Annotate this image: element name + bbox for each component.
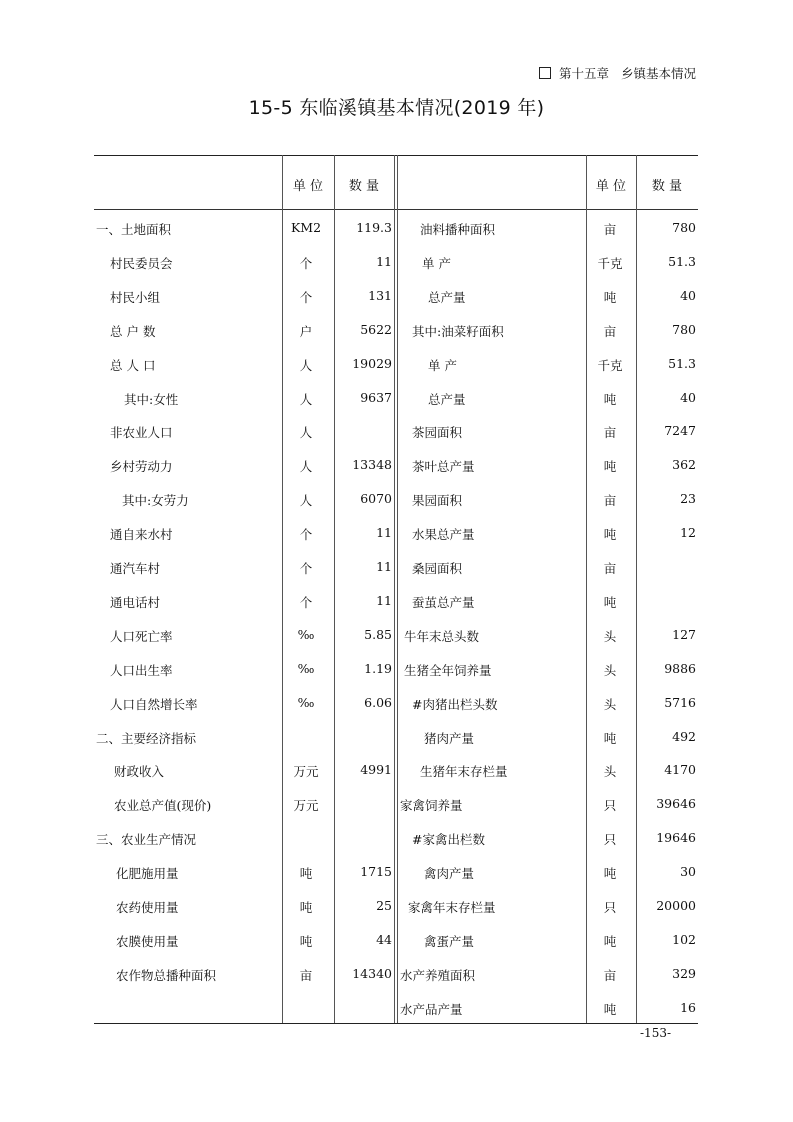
left-item-unit: 个 — [299, 561, 313, 576]
left-item-name: 二、主要经济指标 — [96, 730, 197, 746]
right-item-name: 猪肉产量 — [424, 730, 475, 746]
left-item-unit: 人 — [299, 493, 313, 509]
left-item-unit: ‰ — [297, 660, 315, 676]
table-row — [94, 957, 698, 991]
left-item-unit: 人 — [299, 391, 313, 407]
header-quantity-left: 数 量 — [348, 179, 380, 194]
table-row — [94, 245, 698, 279]
left-item-value: 5622 — [360, 321, 392, 337]
right-item-unit: 亩 — [603, 222, 617, 237]
left-item-value: 131 — [368, 287, 392, 303]
left-item-value: 11 — [376, 525, 392, 541]
table-row — [94, 381, 698, 415]
chapter-label: 第十五章 — [559, 66, 610, 81]
chapter-header — [539, 64, 696, 82]
right-item-value: 492 — [672, 728, 696, 744]
table-row — [94, 414, 698, 448]
left-item-unit: 个 — [299, 594, 313, 610]
header-unit-left: 单 位 — [292, 179, 324, 194]
right-item-name: 总产量 — [428, 289, 466, 305]
right-item-value: 329 — [672, 965, 696, 981]
left-item-value: 11 — [376, 559, 392, 574]
left-item-name: 人口自然增长率 — [110, 696, 198, 712]
left-item-value: 19029 — [352, 355, 392, 371]
left-item-name: 人口死亡率 — [110, 628, 173, 644]
right-item-name: 单 产 — [428, 357, 457, 373]
left-item-value: 13348 — [352, 457, 392, 473]
left-item-name: 人口出生率 — [110, 662, 173, 678]
right-item-name: 牛年末总头数 — [404, 628, 480, 644]
left-item-value: 6070 — [360, 491, 392, 507]
right-item-unit: 千克 — [597, 255, 623, 271]
left-item-name: 一、土地面积 — [96, 222, 172, 237]
table-row — [94, 923, 698, 957]
page-title: 15-5 东临溪镇基本情况(2019 年) — [248, 97, 545, 119]
right-item-name: 油料播种面积 — [420, 222, 496, 237]
right-item-name: #肉猪出栏头数 — [412, 696, 498, 712]
right-item-unit: 吨 — [603, 289, 617, 305]
right-item-unit: 只 — [603, 798, 617, 814]
right-item-value: 19646 — [656, 830, 696, 846]
left-item-unit: 个 — [299, 255, 313, 271]
left-item-value: 1715 — [360, 864, 392, 880]
right-item-value: 780 — [672, 321, 696, 337]
right-item-value: 4170 — [664, 762, 696, 778]
left-item-value: 14340 — [352, 965, 392, 981]
left-item-unit: 人 — [299, 425, 313, 441]
right-item-value: 9886 — [664, 660, 696, 676]
right-item-unit: 吨 — [603, 594, 617, 610]
table-row — [94, 652, 698, 686]
page-number: -153- — [640, 1026, 672, 1040]
table-row — [94, 482, 698, 516]
left-item-name: 其中:女性 — [124, 391, 179, 407]
right-item-unit: 吨 — [603, 459, 617, 475]
table-row — [94, 720, 698, 754]
table-row — [94, 787, 698, 821]
right-item-unit: 头 — [603, 696, 617, 712]
right-item-value: 40 — [680, 389, 696, 405]
left-item-unit: ‰ — [297, 626, 315, 642]
left-item-unit: 万元 — [293, 764, 319, 780]
left-item-name: 总 人 口 — [110, 357, 156, 373]
left-item-name: 农药使用量 — [116, 900, 179, 915]
table-row — [94, 618, 698, 652]
table-row — [94, 686, 698, 720]
right-item-name: 水产养殖面积 — [400, 967, 476, 983]
table-row — [94, 516, 698, 550]
right-item-unit: 吨 — [603, 1001, 617, 1017]
left-item-name: 财政收入 — [114, 764, 165, 780]
right-item-value: 51.3 — [668, 253, 696, 269]
right-item-name: 单 产 — [422, 255, 451, 271]
right-item-unit: 吨 — [603, 933, 617, 949]
right-item-value: 30 — [680, 864, 696, 880]
table-row — [94, 991, 698, 1025]
left-item-value: 6.06 — [364, 694, 392, 710]
right-item-name: 生猪年末存栏量 — [420, 764, 508, 780]
right-item-unit: 亩 — [603, 323, 617, 339]
left-item-name: 通汽车村 — [110, 561, 161, 576]
left-item-unit: 个 — [299, 289, 313, 305]
left-item-unit: 吨 — [299, 866, 313, 882]
right-item-name: 茶园面积 — [412, 425, 463, 441]
left-item-unit: 个 — [299, 527, 313, 543]
left-item-value: 25 — [376, 898, 392, 913]
table-row — [94, 889, 698, 923]
table-row — [94, 211, 698, 245]
right-item-value: 102 — [672, 931, 696, 947]
right-item-value: 39646 — [656, 796, 696, 812]
table-row — [94, 313, 698, 347]
right-item-unit: 亩 — [603, 493, 617, 509]
right-item-name: 茶叶总产量 — [412, 459, 475, 475]
right-item-name: 蚕茧总产量 — [412, 594, 475, 610]
right-item-value: 780 — [672, 220, 696, 235]
table-row — [94, 584, 698, 618]
right-item-name: 水果总产量 — [412, 527, 475, 543]
right-item-unit: 亩 — [603, 967, 617, 983]
left-item-unit: 吨 — [299, 933, 313, 949]
right-item-value: 127 — [672, 626, 696, 642]
right-item-value: 16 — [680, 999, 696, 1015]
right-item-unit: 亩 — [603, 561, 617, 576]
right-item-name: 禽肉产量 — [424, 866, 475, 882]
left-item-name: 通电话村 — [110, 594, 161, 610]
left-item-unit: 吨 — [299, 900, 313, 915]
left-item-unit: ‰ — [297, 694, 315, 710]
right-item-name: 禽蛋产量 — [424, 933, 475, 949]
right-item-unit: 头 — [603, 628, 617, 644]
left-item-name: 乡村劳动力 — [110, 459, 173, 475]
left-item-value: 4991 — [360, 762, 392, 778]
right-item-name: 生猪全年饲养量 — [404, 662, 492, 678]
right-item-value: 23 — [680, 491, 696, 507]
left-item-name: 其中:女劳力 — [122, 493, 189, 509]
left-item-unit: KM2 — [290, 220, 322, 235]
right-item-name: #家禽出栏数 — [412, 832, 485, 848]
right-item-name: 家禽年末存栏量 — [408, 900, 496, 915]
right-item-unit: 只 — [603, 832, 617, 848]
right-item-unit: 只 — [603, 900, 617, 915]
right-item-name: 水产品产量 — [400, 1001, 463, 1017]
left-item-name: 三、农业生产情况 — [96, 832, 197, 848]
left-item-name: 总 户 数 — [110, 323, 156, 339]
left-item-value: 11 — [376, 592, 392, 608]
left-item-name: 村民委员会 — [110, 255, 173, 271]
right-item-name: 其中:油菜籽面积 — [412, 323, 504, 339]
left-item-name: 通自来水村 — [110, 527, 173, 543]
right-item-value: 51.3 — [668, 355, 696, 371]
left-item-value: 9637 — [360, 389, 392, 405]
right-item-name: 桑园面积 — [412, 561, 463, 576]
square-icon — [539, 67, 551, 79]
left-item-value: 5.85 — [364, 626, 392, 642]
table-row — [94, 821, 698, 855]
header-unit-right: 单 位 — [595, 179, 627, 194]
right-item-unit: 吨 — [603, 730, 617, 746]
table-row — [94, 855, 698, 889]
right-item-value: 40 — [680, 287, 696, 303]
right-item-unit: 头 — [603, 662, 617, 678]
left-item-unit: 人 — [299, 459, 313, 475]
right-item-value: 362 — [672, 457, 696, 473]
left-item-value: 119.3 — [356, 220, 392, 235]
left-item-name: 村民小组 — [110, 289, 161, 305]
right-item-unit: 亩 — [603, 425, 617, 441]
left-item-name: 化肥施用量 — [116, 866, 179, 882]
right-item-unit: 头 — [603, 764, 617, 780]
header-quantity-right: 数 量 — [651, 179, 683, 194]
left-item-name: 农业总产值(现价) — [114, 798, 212, 814]
right-item-name: 总产量 — [428, 391, 466, 407]
left-item-value: 1.19 — [364, 660, 392, 676]
table-row — [94, 753, 698, 787]
right-item-value: 7247 — [664, 423, 696, 439]
table-row — [94, 347, 698, 381]
table-row — [94, 550, 698, 584]
left-item-name: 农膜使用量 — [116, 933, 179, 949]
left-item-value: 11 — [376, 253, 392, 269]
left-item-name: 农作物总播种面积 — [116, 967, 217, 983]
right-item-unit: 吨 — [603, 391, 617, 407]
right-item-unit: 千克 — [597, 357, 623, 373]
left-item-name: 非农业人口 — [110, 425, 173, 441]
left-item-value: 44 — [376, 931, 392, 947]
section-label: 乡镇基本情况 — [621, 66, 697, 81]
table-row — [94, 448, 698, 482]
right-item-value: 20000 — [656, 898, 696, 913]
left-item-unit: 万元 — [293, 798, 319, 814]
right-item-value: 12 — [680, 525, 696, 541]
left-item-unit: 户 — [299, 323, 313, 339]
right-item-value: 5716 — [664, 694, 696, 710]
right-item-name: 家禽饲养量 — [400, 798, 463, 814]
left-item-unit: 人 — [299, 357, 313, 373]
right-item-name: 果园面积 — [412, 493, 463, 509]
left-item-unit: 亩 — [299, 967, 313, 983]
table-row — [94, 279, 698, 313]
right-item-unit: 吨 — [603, 527, 617, 543]
right-item-unit: 吨 — [603, 866, 617, 882]
